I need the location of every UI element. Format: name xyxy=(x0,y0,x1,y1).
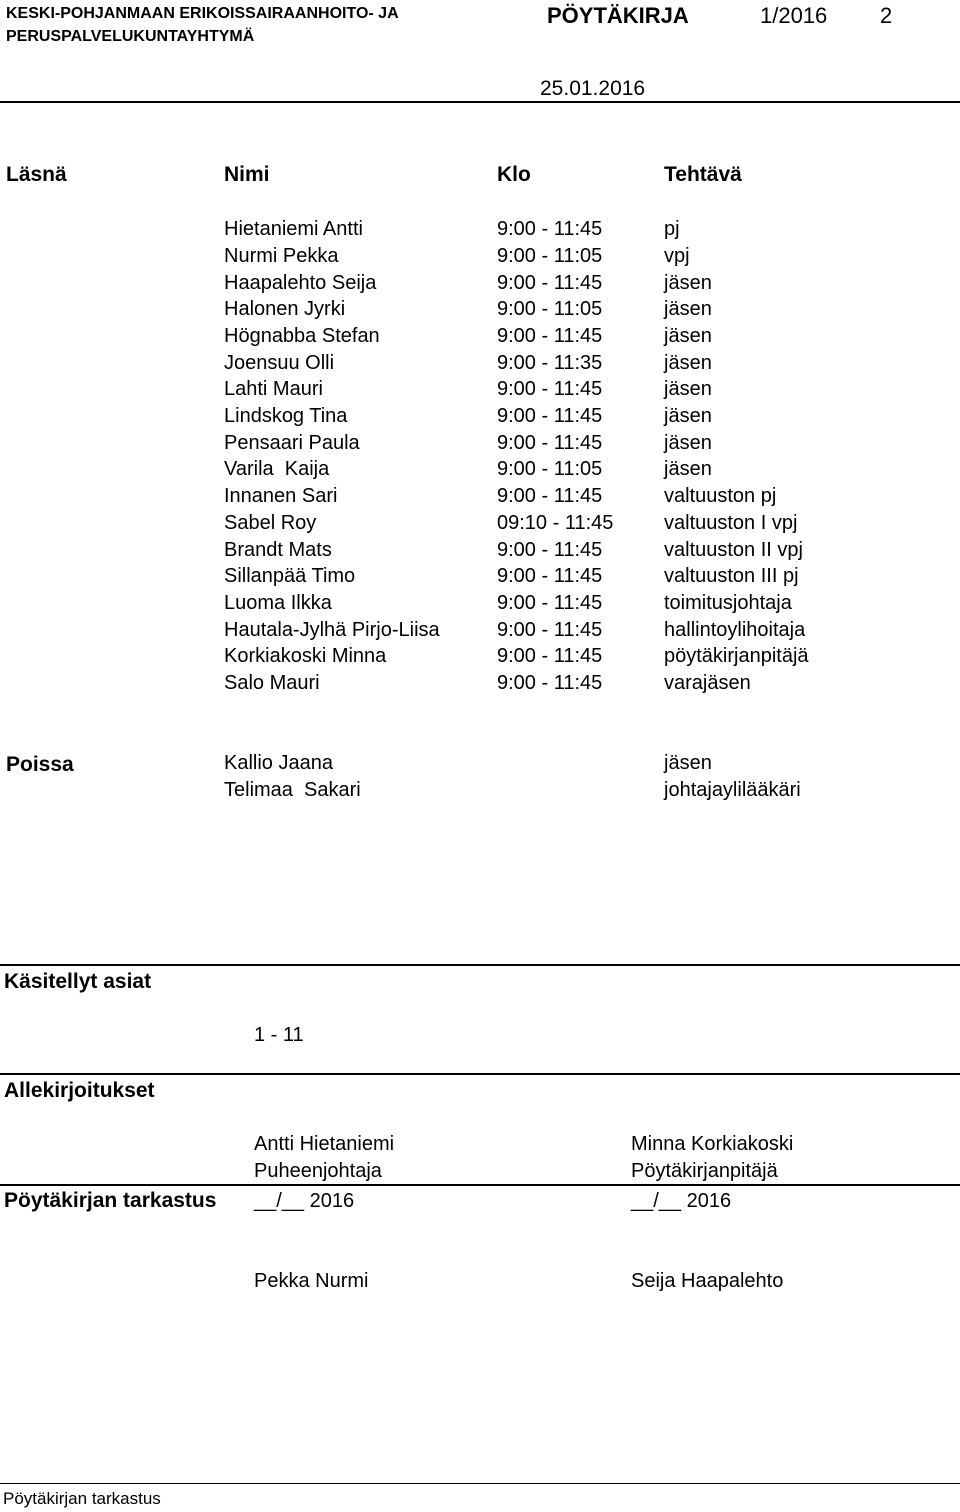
attendee-role: jäsen xyxy=(664,458,712,480)
attendee-name: Hietaniemi Antti xyxy=(224,218,363,240)
organization-name-line2: PERUSPALVELUKUNTAYHTYMÄ xyxy=(6,28,255,45)
attendee-role: jäsen xyxy=(664,405,712,427)
present-label: Läsnä xyxy=(6,163,67,186)
secretary-name: Minna Korkiakoski xyxy=(631,1133,794,1155)
table-row xyxy=(0,376,960,403)
table-row xyxy=(0,216,960,243)
attendance-time: 9:00 - 11:45 xyxy=(497,405,603,427)
attendance-time: 9:00 - 11:45 xyxy=(497,672,603,694)
table-row xyxy=(0,323,960,350)
table-row xyxy=(0,483,960,510)
attendance-time: 9:00 - 11:45 xyxy=(497,485,603,507)
attendance-time: 9:00 - 11:05 xyxy=(497,298,603,320)
table-row xyxy=(0,510,960,537)
attendee-name: Luoma Ilkka xyxy=(224,592,332,614)
footer-label: Pöytäkirjan tarkastus xyxy=(3,1489,161,1508)
table-row xyxy=(0,750,960,777)
attendee-role: jäsen xyxy=(664,272,712,294)
document-number: 1/2016 xyxy=(760,3,828,28)
attendee-name: Brandt Mats xyxy=(224,539,332,561)
column-header-name: Nimi xyxy=(224,163,270,186)
attendee-role: vpj xyxy=(664,245,690,267)
table-row xyxy=(0,643,960,670)
attendee-name: Halonen Jyrki xyxy=(224,298,346,320)
review-date-right: __/__ 2016 xyxy=(631,1190,732,1212)
attendee-role: jäsen xyxy=(664,378,712,400)
attendance-time: 9:00 - 11:45 xyxy=(497,432,603,454)
attendance-time: 9:00 - 11:35 xyxy=(497,352,603,374)
attendee-name: Innanen Sari xyxy=(224,485,338,507)
attendee-role: pj xyxy=(664,218,680,240)
table-row xyxy=(0,456,960,483)
table-row xyxy=(0,670,960,697)
table-row xyxy=(0,563,960,590)
attendee-role: toimitusjohtaja xyxy=(664,592,792,614)
reviewer-2-name: Seija Haapalehto xyxy=(631,1270,784,1292)
absent-name: Kallio Jaana xyxy=(224,752,333,774)
attendee-name: Lindskog Tina xyxy=(224,405,348,427)
attendee-name: Varila Kaija xyxy=(224,458,330,480)
attendance-time: 09:10 - 11:45 xyxy=(497,512,614,534)
attendee-name: Joensuu Olli xyxy=(224,352,335,374)
table-row xyxy=(0,296,960,323)
table-row xyxy=(0,403,960,430)
attendee-name: Hautala-Jylhä Pirjo-Liisa xyxy=(224,619,440,641)
attendee-role: valtuuston II vpj xyxy=(664,539,803,561)
attendance-time: 9:00 - 11:45 xyxy=(497,378,603,400)
document-type: PÖYTÄKIRJA xyxy=(547,3,689,28)
attendee-role: valtuuston I vpj xyxy=(664,512,798,534)
absent-label: Poissa xyxy=(6,753,74,776)
attendance-time: 9:00 - 11:45 xyxy=(497,645,603,667)
attendee-role: valtuuston pj xyxy=(664,485,777,507)
absent-role: jäsen xyxy=(664,752,712,774)
attendee-name: Pensaari Paula xyxy=(224,432,360,454)
attendee-role: pöytäkirjanpitäjä xyxy=(664,645,809,667)
attendee-role: jäsen xyxy=(664,325,712,347)
table-row xyxy=(0,243,960,270)
table-row xyxy=(0,430,960,457)
attendance-time: 9:00 - 11:05 xyxy=(497,245,603,267)
table-row xyxy=(0,350,960,377)
attendee-role: valtuuston III pj xyxy=(664,565,799,587)
column-header-time: Klo xyxy=(497,163,531,186)
attendee-role: jäsen xyxy=(664,352,712,374)
document-date: 25.01.2016 xyxy=(540,77,646,100)
attendee-name: Salo Mauri xyxy=(224,672,320,694)
attendee-role: hallintoylihoitaja xyxy=(664,619,806,641)
review-date-left: __/__ 2016 xyxy=(254,1190,355,1212)
attendance-time: 9:00 - 11:45 xyxy=(497,592,603,614)
table-row xyxy=(0,270,960,297)
table-row xyxy=(0,590,960,617)
attendee-role: varajäsen xyxy=(664,672,751,694)
chair-name: Antti Hietaniemi xyxy=(254,1133,395,1155)
attendance-time: 9:00 - 11:45 xyxy=(497,565,603,587)
chair-title: Puheenjohtaja xyxy=(254,1160,382,1182)
secretary-title: Pöytäkirjanpitäjä xyxy=(631,1160,778,1182)
organization-name-line1: KESKI-POHJANMAAN ERIKOISSAIRAANHOITO- JA xyxy=(6,5,399,22)
attendee-name: Sillanpää Timo xyxy=(224,565,356,587)
attendee-name: Sabel Roy xyxy=(224,512,317,534)
table-row xyxy=(0,617,960,644)
attendance-time: 9:00 - 11:45 xyxy=(497,218,603,240)
attendee-name: Haapalehto Seija xyxy=(224,272,377,294)
table-row xyxy=(0,777,960,804)
table-row xyxy=(0,537,960,564)
header-divider xyxy=(0,101,960,103)
attendance-time: 9:00 - 11:45 xyxy=(497,325,603,347)
review-divider xyxy=(0,1184,960,1186)
review-label: Pöytäkirjan tarkastus xyxy=(4,1189,217,1212)
attendance-time: 9:00 - 11:45 xyxy=(497,539,603,561)
attendee-name: Korkiakoski Minna xyxy=(224,645,387,667)
footer-divider xyxy=(0,1483,960,1484)
attendee-name: Högnabba Stefan xyxy=(224,325,380,347)
column-header-role: Tehtävä xyxy=(664,163,742,186)
handled-divider xyxy=(0,964,960,966)
reviewer-1-name: Pekka Nurmi xyxy=(254,1270,369,1292)
signatures-divider xyxy=(0,1073,960,1075)
signatures-label: Allekirjoitukset xyxy=(4,1079,155,1102)
attendee-name: Nurmi Pekka xyxy=(224,245,339,267)
attendee-role: jäsen xyxy=(664,432,712,454)
attendance-time: 9:00 - 11:45 xyxy=(497,619,603,641)
handled-label: Käsitellyt asiat xyxy=(4,970,152,993)
attendance-time: 9:00 - 11:45 xyxy=(497,272,603,294)
page-number: 2 xyxy=(880,3,893,28)
attendance-time: 9:00 - 11:05 xyxy=(497,458,603,480)
absent-name: Telimaa Sakari xyxy=(224,779,361,801)
attendee-name: Lahti Mauri xyxy=(224,378,323,400)
handled-items: 1 - 11 xyxy=(254,1024,304,1046)
attendee-role: jäsen xyxy=(664,298,712,320)
absent-role: johtajaylilääkäri xyxy=(664,779,801,801)
